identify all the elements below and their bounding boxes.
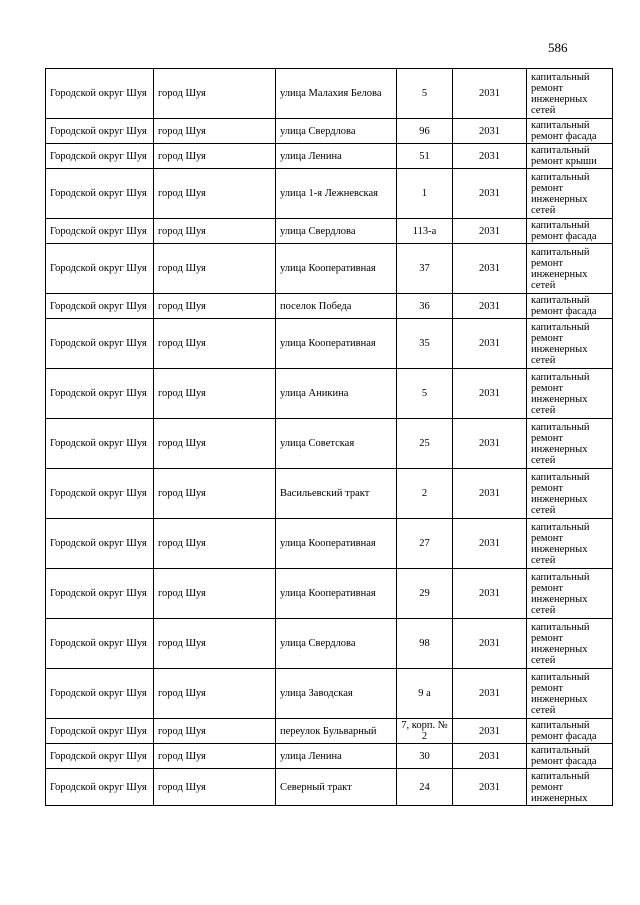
work-type-cell: капитальный ремонт фасада [527, 294, 613, 319]
street-cell: поселок Победа [276, 294, 397, 319]
page-number: 586 [548, 40, 568, 55]
city-cell: город Шуя [154, 719, 276, 744]
street-cell: улица Кооперативная [276, 519, 397, 569]
street-cell: Северный тракт [276, 769, 397, 806]
street-cell: улица Кооперативная [276, 569, 397, 619]
house-cell: 113-а [397, 219, 453, 244]
street-cell: Васильевский тракт [276, 469, 397, 519]
house-cell: 27 [397, 519, 453, 569]
city-cell: город Шуя [154, 744, 276, 769]
street-cell: улица Свердлова [276, 119, 397, 144]
work-type-cell: капитальный ремонт инженерных сетей [527, 569, 613, 619]
year-cell: 2031 [453, 319, 527, 369]
city-cell: город Шуя [154, 669, 276, 719]
work-type-cell: капитальный ремонт инженерных [527, 769, 613, 806]
work-type-cell: капитальный ремонт инженерных сетей [527, 244, 613, 294]
street-cell: улица Кооперативная [276, 244, 397, 294]
house-cell: 51 [397, 144, 453, 169]
district-cell: Городской округ Шуя [46, 244, 154, 294]
house-cell: 2 [397, 469, 453, 519]
work-type-cell: капитальный ремонт фасада [527, 119, 613, 144]
city-cell: город Шуя [154, 319, 276, 369]
district-cell: Городской округ Шуя [46, 519, 154, 569]
year-cell: 2031 [453, 369, 527, 419]
house-cell: 5 [397, 369, 453, 419]
table-row [46, 619, 613, 669]
house-cell: 37 [397, 244, 453, 294]
work-type-cell: капитальный ремонт инженерных сетей [527, 169, 613, 219]
year-cell: 2031 [453, 519, 527, 569]
house-cell: 96 [397, 119, 453, 144]
work-type-cell: капитальный ремонт инженерных сетей [527, 669, 613, 719]
year-cell: 2031 [453, 69, 527, 119]
year-cell: 2031 [453, 669, 527, 719]
house-cell: 30 [397, 744, 453, 769]
street-cell: улица Советская [276, 419, 397, 469]
house-cell: 9 а [397, 669, 453, 719]
city-cell: город Шуя [154, 69, 276, 119]
district-cell: Городской округ Шуя [46, 719, 154, 744]
work-type-cell: капитальный ремонт фасада [527, 744, 613, 769]
work-type-cell: капитальный ремонт инженерных сетей [527, 419, 613, 469]
table-row [46, 744, 613, 769]
city-cell: город Шуя [154, 369, 276, 419]
year-cell: 2031 [453, 294, 527, 319]
table-row [46, 169, 613, 219]
city-cell: город Шуя [154, 419, 276, 469]
year-cell: 2031 [453, 219, 527, 244]
street-cell: переулок Бульварный [276, 719, 397, 744]
work-type-cell: капитальный ремонт инженерных сетей [527, 69, 613, 119]
district-cell: Городской округ Шуя [46, 569, 154, 619]
street-cell: улица Заводская [276, 669, 397, 719]
work-type-cell: капитальный ремонт фасада [527, 719, 613, 744]
year-cell: 2031 [453, 244, 527, 294]
work-type-cell: капитальный ремонт инженерных сетей [527, 369, 613, 419]
street-cell: улица Аникина [276, 369, 397, 419]
table-row [46, 569, 613, 619]
house-cell: 24 [397, 769, 453, 806]
street-cell: улица Свердлова [276, 219, 397, 244]
district-cell: Городской округ Шуя [46, 294, 154, 319]
district-cell: Городской округ Шуя [46, 744, 154, 769]
house-cell: 5 [397, 69, 453, 119]
house-cell: 98 [397, 619, 453, 669]
table-row [46, 294, 613, 319]
year-cell: 2031 [453, 719, 527, 744]
year-cell: 2031 [453, 619, 527, 669]
city-cell: город Шуя [154, 469, 276, 519]
house-cell: 7, корп. № 2 [397, 719, 453, 744]
district-cell: Городской округ Шуя [46, 169, 154, 219]
street-cell: улица Свердлова [276, 619, 397, 669]
district-cell: Городской округ Шуя [46, 319, 154, 369]
year-cell: 2031 [453, 169, 527, 219]
table-row [46, 419, 613, 469]
registry-table [45, 68, 613, 806]
street-cell: улица 1-я Лежневская [276, 169, 397, 219]
work-type-cell: капитальный ремонт фасада [527, 219, 613, 244]
street-cell: улица Малахия Белова [276, 69, 397, 119]
district-cell: Городской округ Шуя [46, 419, 154, 469]
work-type-cell: капитальный ремонт инженерных сетей [527, 519, 613, 569]
table-row [46, 219, 613, 244]
year-cell: 2031 [453, 119, 527, 144]
district-cell: Городской округ Шуя [46, 769, 154, 806]
house-cell: 35 [397, 319, 453, 369]
city-cell: город Шуя [154, 169, 276, 219]
street-cell: улица Ленина [276, 744, 397, 769]
district-cell: Городской округ Шуя [46, 619, 154, 669]
work-type-cell: капитальный ремонт инженерных сетей [527, 619, 613, 669]
table-row [46, 144, 613, 169]
city-cell: город Шуя [154, 244, 276, 294]
table-row [46, 469, 613, 519]
table-row [46, 719, 613, 744]
work-type-cell: капитальный ремонт крыши [527, 144, 613, 169]
city-cell: город Шуя [154, 119, 276, 144]
city-cell: город Шуя [154, 519, 276, 569]
district-cell: Городской округ Шуя [46, 219, 154, 244]
work-type-cell: капитальный ремонт инженерных сетей [527, 319, 613, 369]
table-row [46, 69, 613, 119]
city-cell: город Шуя [154, 769, 276, 806]
city-cell: город Шуя [154, 144, 276, 169]
district-cell: Городской округ Шуя [46, 469, 154, 519]
work-type-cell: капитальный ремонт инженерных сетей [527, 469, 613, 519]
year-cell: 2031 [453, 769, 527, 806]
year-cell: 2031 [453, 419, 527, 469]
year-cell: 2031 [453, 469, 527, 519]
city-cell: город Шуя [154, 219, 276, 244]
house-cell: 36 [397, 294, 453, 319]
district-cell: Городской округ Шуя [46, 669, 154, 719]
year-cell: 2031 [453, 744, 527, 769]
city-cell: город Шуя [154, 294, 276, 319]
street-cell: улица Кооперативная [276, 319, 397, 369]
district-cell: Городской округ Шуя [46, 144, 154, 169]
table-row [46, 769, 613, 806]
house-cell: 29 [397, 569, 453, 619]
city-cell: город Шуя [154, 619, 276, 669]
year-cell: 2031 [453, 144, 527, 169]
house-cell: 25 [397, 419, 453, 469]
house-cell: 1 [397, 169, 453, 219]
district-cell: Городской округ Шуя [46, 369, 154, 419]
year-cell: 2031 [453, 569, 527, 619]
district-cell: Городской округ Шуя [46, 119, 154, 144]
table-row [46, 369, 613, 419]
table-row [46, 244, 613, 294]
table-row [46, 669, 613, 719]
table-row [46, 319, 613, 369]
district-cell: Городской округ Шуя [46, 69, 154, 119]
street-cell: улица Ленина [276, 144, 397, 169]
city-cell: город Шуя [154, 569, 276, 619]
table-row [46, 519, 613, 569]
table-row [46, 119, 613, 144]
